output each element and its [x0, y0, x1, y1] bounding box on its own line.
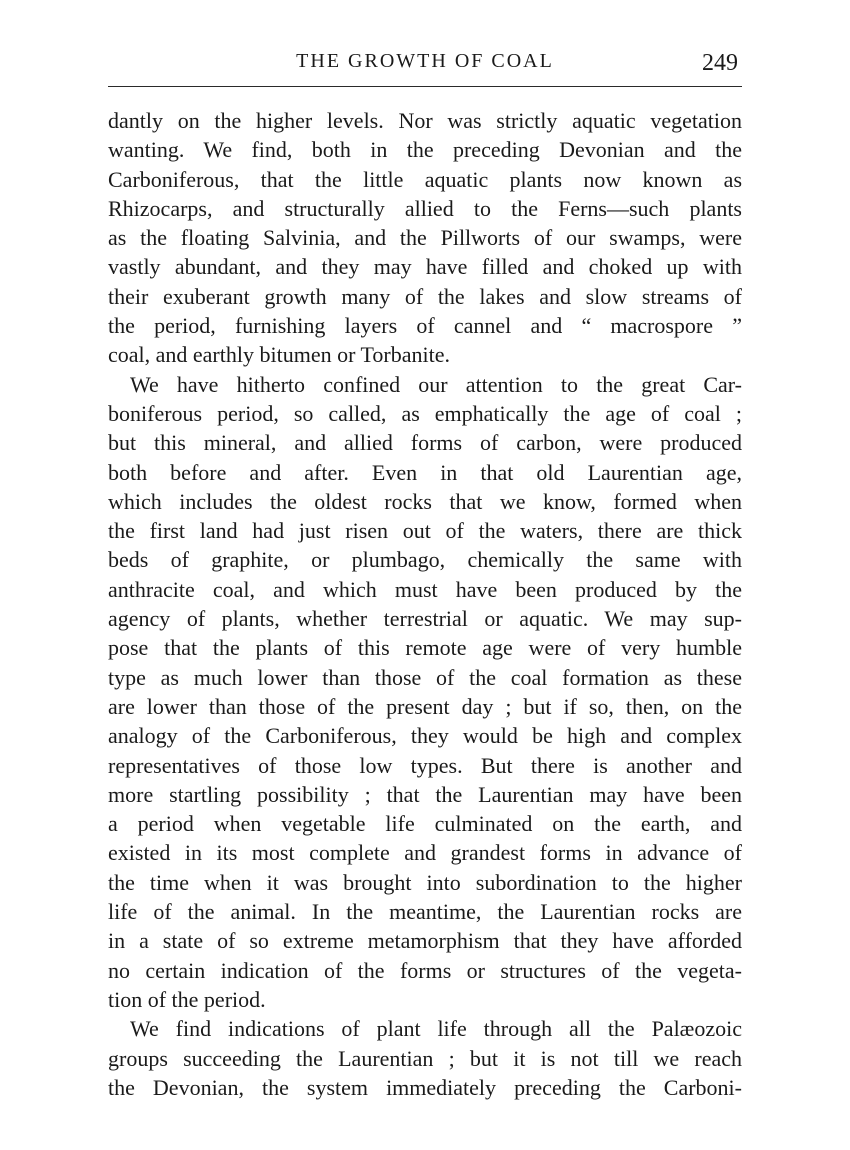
- page-number: 249: [702, 50, 738, 76]
- text-line: representatives of those low types. But there is another and: [108, 752, 742, 778]
- text-line: tion of the period.: [108, 986, 266, 1012]
- text-line: beds of graphite, or plumbago, chemically the same with: [108, 547, 742, 573]
- text-line: the Devonian, the system immediately preceding the Carboni-: [108, 1074, 742, 1100]
- text-line: the period, furnishing layers of cannel and “ macrospore ”: [108, 313, 742, 339]
- text-line: pose that the plants of this remote age were of very humble: [108, 635, 742, 661]
- text-line: type as much lower than those of the coal formation as these: [108, 664, 742, 690]
- text-line: vastly abundant, and they may have filled and choked up with: [108, 254, 742, 280]
- text-line: but this mineral, and allied forms of carbon, were produced: [108, 430, 742, 456]
- running-header: [108, 48, 742, 78]
- text-line: anthracite coal, and which must have been produced by the: [108, 576, 742, 602]
- running-title: THE GROWTH OF COAL: [296, 50, 554, 72]
- text-line: boniferous period, so called, as emphatically the age of coal ;: [108, 400, 742, 426]
- text-line: a period when vegetable life culminated on the earth, and: [108, 811, 742, 837]
- text-line: coal, and earthly bitumen or Torbanite.: [108, 342, 450, 368]
- body-text: [108, 106, 742, 1102]
- text-line: as the floating Salvinia, and the Pillworts of our swamps, were: [108, 225, 742, 251]
- text-line: the first land had just risen out of the waters, there are thick: [108, 518, 742, 544]
- text-line: groups succeeding the Laurentian ; but it is not till we reach: [108, 1045, 742, 1071]
- text-line: life of the animal. In the meantime, the Laurentian rocks are: [108, 899, 742, 925]
- header-rule: [108, 86, 742, 87]
- text-line: Rhizocarps, and structurally allied to the Ferns—such plants: [108, 195, 742, 221]
- text-line: We find indications of plant life through all the Palæozoic: [130, 1016, 742, 1042]
- text-line: agency of plants, whether terrestrial or aquatic. We may sup-: [108, 606, 742, 632]
- text-line: dantly on the higher levels. Nor was strictly aquatic vegetation: [108, 108, 742, 133]
- text-line: more startling possibility ; that the Laurentian may have been: [108, 781, 742, 807]
- text-line: existed in its most complete and grandest forms in advance of: [108, 840, 742, 866]
- text-line: analogy of the Carboniferous, they would be high and complex: [108, 723, 742, 749]
- text-line: no certain indication of the forms or structures of the vegeta-: [108, 957, 742, 983]
- text-line: their exuberant growth many of the lakes and slow streams of: [108, 283, 742, 309]
- text-line: the time when it was brought into subordination to the higher: [108, 869, 742, 895]
- text-line: both before and after. Even in that old Laurentian age,: [108, 459, 742, 485]
- text-line: wanting. We find, both in the preceding Devonian and the: [108, 137, 742, 163]
- text-line: are lower than those of the present day ; but if so, then, on the: [108, 693, 742, 719]
- text-line: which includes the oldest rocks that we know, formed when: [108, 488, 742, 514]
- text-line: in a state of so extreme metamorphism that they have afforded: [108, 928, 742, 954]
- text-line: Carboniferous, that the little aquatic plants now known as: [108, 166, 742, 192]
- text-line: We have hitherto confined our attention to the great Car-: [130, 371, 742, 397]
